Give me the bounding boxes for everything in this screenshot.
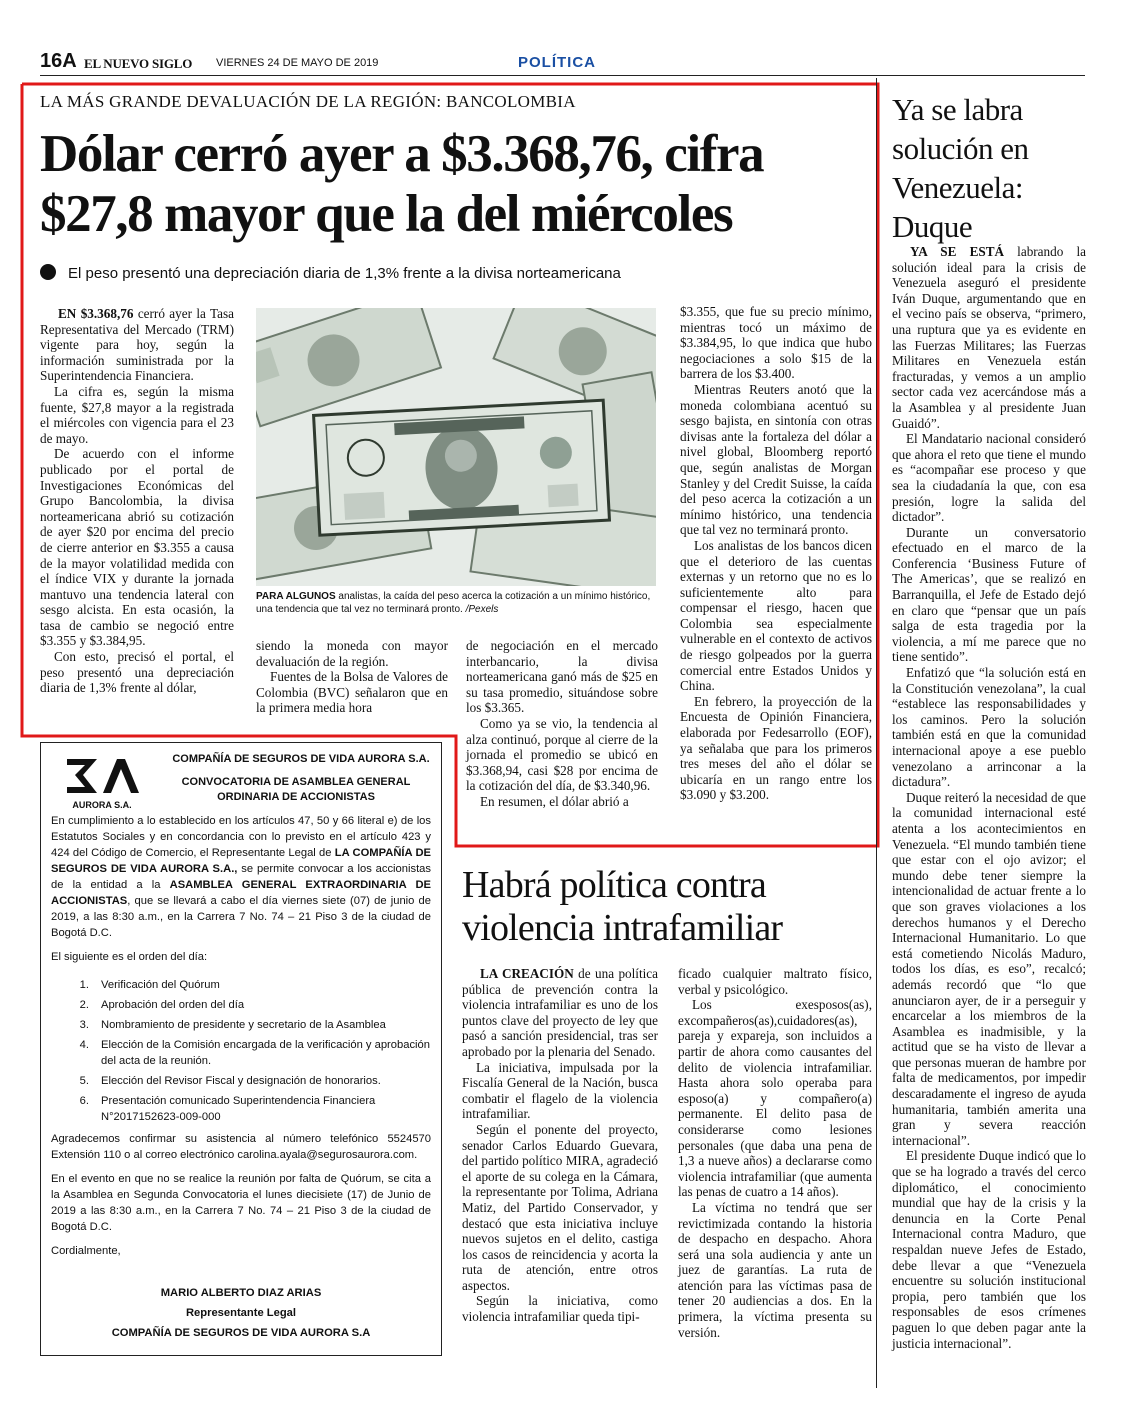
ad-company: COMPAÑÍA DE SEGUROS DE VIDA AURORA S.A. bbox=[172, 753, 430, 765]
paragraph: ficado cualquier maltrato físico, verbal y psicológico. bbox=[678, 966, 872, 997]
paragraph: Según la iniciativa, como violencia intrafamiliar queda tipi- bbox=[462, 1293, 658, 1325]
paragraph: Cordialmente, bbox=[51, 1245, 121, 1257]
page-number: 16A bbox=[40, 50, 77, 72]
agenda-item-number: 5. bbox=[79, 1075, 89, 1087]
paragraph: LA CREACIÓN de una política pública de prevención contra la violencia intrafamiliar es uno de los puntos clave del proyecto de ley que pasó a sanción presidencial, tras ser aprobado por la plenaria del Senado. bbox=[462, 966, 658, 1059]
lead-in: YA SE ESTÁ bbox=[910, 244, 1005, 259]
aurora-logo bbox=[57, 753, 147, 813]
ad-signature bbox=[51, 1283, 431, 1343]
agenda-list bbox=[51, 977, 431, 1129]
signer-name: MARIO ALBERTO DIAZ ARIAS bbox=[160, 1287, 322, 1299]
agenda-item bbox=[51, 1037, 431, 1069]
lead-in: LA CREACIÓN bbox=[480, 966, 574, 981]
second-article-column-2 bbox=[678, 966, 872, 1340]
agenda-item-number: 1. bbox=[79, 979, 89, 991]
paragraph: Con esto, precisó el portal, el peso presentó una depreciación diaria de 1,3% frente al dólar, bbox=[40, 649, 234, 696]
signer-company: COMPAÑÍA DE SEGUROS DE VIDA AURORA S.A bbox=[111, 1327, 371, 1339]
paragraph: Fuentes de la Bolsa de Valores de Colombia (BVC) señalaron que en la primera media hora bbox=[256, 669, 448, 716]
paragraph: La iniciativa, impulsada por la Fiscalía General de la Nación, busca combatir el flagelo de la violencia intrafamiliar. bbox=[462, 1059, 658, 1122]
paragraph: En cumplimiento a lo establecido en los artículos 47, 50 y 66 literal e) de los Estatutos Sociales y en concordancia con lo previsto en el artículo 423 y 424 del Código de Comercio, el Representante Legal de LA COMPAÑÍA DE SEGUROS DE VIDA AURORA S.A., se permite convocar a los accionistas de la entidad a la ASAMBLEA GENERAL EXTRAORDINARIA DE ACCIONISTAS, que se llevará a cabo el día viernes siete (07) de junio de 2019, a las 8:30 a.m., en la Carrera 7 No. 74 – 21 Piso 3 de la ciudad de Bogotá D.C. bbox=[51, 815, 432, 939]
agenda-item bbox=[51, 977, 431, 993]
paragraph: Duque reiteró la necesidad de que la comunidad internacional esté atenta a los acontecimientos en Venezuela. “El mundo también tiene que estar con el ojo avizor; el mundo debe tener siempre la intencionalidad de actuar frente a lo que son graves violaciones a los derechos humanos y el Derecho Internacional Humanitario. Lo que está cometiendo Nicolás Maduro, todos los días, es eso”, recalcó; además recordó que “lo que anunciaron ayer, de ir a perseguir y encarcelar a los miembros de la Asamblea es inadmisible, y la actitud que se ha visto de llevar a que personas mueran de hambre por falta de medicamentos, por impedir descaradamente el ingreso de ayuda humanitaria, también amerita una gran y severa reacción internacional”. bbox=[892, 789, 1086, 1148]
paragraph: En resumen, el dólar abrió a bbox=[480, 793, 629, 809]
paragraph: Los exesposos(as), excompañeros(as),cuidadores(as), pareja y expareja, son incluidos a partir de ahora como causantes del delito de violencia intrafamiliar. Hasta ahora solo operaba para esposo(a) y compañero(a) permanente. El delito pasa de considerarse como lesiones personales (que daba una pena de 1,3 a nueve años) a declararse como violencia intrafamiliar (que aumenta las penas de cuatro a 14 años). bbox=[678, 997, 872, 1200]
ad-title bbox=[161, 775, 431, 805]
signer-role: Representante Legal bbox=[185, 1307, 297, 1319]
logo-text: AURORA S.A. bbox=[72, 800, 132, 810]
issue-date: VIERNES 24 DE MAYO DE 2019 bbox=[216, 57, 379, 69]
paragraph: La víctima no tendrá que ser revictimizada contando la historia de despacho en despacho. Ahora será una sola audiencia y ante un juez de garantías. La ruta de atención para las víctimas pasa de tener 20 audiencias a dos. En la primera, la víctima presenta su versión. bbox=[678, 1199, 872, 1340]
paragraph: siendo la moneda con mayor devaluación de la región. bbox=[256, 638, 448, 669]
agenda-item-number: 4. bbox=[79, 1039, 89, 1051]
ad-title-line: ORDINARIA DE ACCIONISTAS bbox=[217, 791, 375, 803]
paragraph: $3.355, que fue su precio mínimo, mientras tocó un máximo de $3.384,95, lo que indica que hubo negociaciones a solo $15 de la barrera de los $3.400. bbox=[680, 304, 872, 382]
agenda-item bbox=[51, 997, 431, 1013]
article-headline: Dólar cerró ayer a $3.368,76, cifra $27,8 mayor que la del miércoles bbox=[40, 125, 764, 243]
agenda-item-number: 2. bbox=[79, 999, 89, 1011]
lead-in: EN $3.368,76 bbox=[58, 306, 134, 321]
column-divider bbox=[876, 78, 877, 1388]
article-kicker: LA MÁS GRANDE DEVALUACIÓN DE LA REGIÓN: BANCOLOMBIA bbox=[40, 92, 576, 111]
agenda-item-text: Elección de la Comisión encargada de la verificación y aprobación del acta de la reunión. bbox=[101, 1039, 430, 1067]
second-article-column-1 bbox=[462, 966, 658, 1325]
paragraph: Durante un conversatorio efectuado en el marco de la Conferencia ‘Business Future of The Americas’, que se realizó en Barranquilla, el Jefe de Estado dejó en claro que “pensar que un país salga de esta tragedia por la violencia, a mí me parece que no tiene sentido”. bbox=[892, 524, 1086, 665]
ad-body bbox=[51, 813, 431, 973]
subhead-text: El peso presentó una depreciación diaria de 1,3% frente a la divisa norteamericana bbox=[68, 265, 621, 282]
paragraph: YA SE ESTÁ labrando la solución ideal para la crisis de Venezuela aseguró el presidente Iván Duque, argumentando que en el vecino país se observa, “primero, una ruptura que ya es evidente en las Fuerzas Militares; las Fuerzas Militares en Venezuela están fracturadas, y vemos a un amplio sector cada vez acercándose más a la Asamblea y al presidente Juan Guaidó”. bbox=[892, 244, 1086, 431]
paragraph: En el evento en que no se realice la reunión por falta de Quórum, se cita a la Asamblea en Segunda Convocatoria el lunes diecisiete (17) de Junio de 2019 a las 8:30 a.m., en la Carrera 7 No. 74 – 21 Piso 3 de la ciudad de Bogotá D.C. bbox=[51, 1173, 431, 1233]
paragraph: El presidente Duque indicó que lo que se ha logrado a través del cerco diplomático, el conocimiento mundial que hay de la crisis y la denuncia en la Corte Penal Internacional contra Maduro, que respaldan nueve Jefes de Estado, debe llevar a que “Venezuela encuentre su solución institucional propia, pero también que los responsables de esos crímenes paguen lo que deben pagar ante la justicia internacional”. bbox=[892, 1148, 1086, 1351]
agenda-item-number: 3. bbox=[79, 1019, 89, 1031]
newspaper-name: EL NUEVO SIGLO bbox=[84, 56, 193, 71]
paragraph: Los analistas de los bancos dicen que el deterioro de las cuentas externas y un retorno que no es lo suficientemente alto para compensar el riesgo, hacen que Colombia sea especialmente vulnerable en el contexto de activos de riesgo golpeados por la guerra comercial entre Estados Unidos y China. bbox=[680, 537, 872, 694]
paragraph: Enfatizó que “la solución está en la Constitución venezolana”, la cual “establece las responsabilidades y los caminos. Pero la solución también está en que la comunidad internacional apoye a ese pueblo venezolano a arrinconar a la dictadura”. bbox=[892, 665, 1086, 790]
paragraph: Según el ponente del proyecto, senador Carlos Eduardo Guevara, del partido político MIRA, agradeció el aporte de su colega en la Cámara, la representante por Tolima, Adriana Matiz, del Partido Conservador, y destacó que esta iniciativa incluye nuevos sujetos en el delito, castiga los casos de reincidencia y acorta la ruta de atención, entre otros aspectos. bbox=[462, 1121, 658, 1293]
agenda-item-text: Aprobación del orden del día bbox=[101, 999, 245, 1011]
sidebar-headline: Ya se labra solución en Venezuela: Duque bbox=[892, 92, 1029, 244]
paragraph: EN $3.368,76 cerró ayer la Tasa Representativa del Mercado (TRM) vigente para hoy, según la información suministrada por la Superintendencia Financiera. bbox=[40, 306, 234, 384]
agenda-item bbox=[51, 1017, 431, 1033]
paragraph: Como ya se vio, la tendencia al alza continuó, porque al cierre de la jornada el promedio se ubicó en $3.368,94, casi $28 por encima de la cotización del día, de $3.340,96. bbox=[466, 715, 658, 794]
paragraph: La cifra es, según la misma fuente, $27,8 mayor a la registrada el miércoles con vigencia para el 23 de mayo. bbox=[40, 383, 234, 446]
paragraph: de negociación en el mercado interbancario, la divisa norteamericana ganó más de $25 en su tasa promedio, situándose sobre los $3.365. bbox=[466, 638, 658, 716]
sidebar-column bbox=[892, 244, 1086, 1351]
ad-footer-text bbox=[51, 1131, 431, 1267]
caption-lead: PARA ALGUNOS bbox=[256, 591, 336, 602]
shareholders-notice-ad bbox=[40, 742, 442, 1356]
paragraph: De acuerdo con el informe publicado por el portal de Investigaciones Económicas del Grupo Bancolombia, la divisa norteamericana abrió su cotización de ayer $20 por encima del precio de cierre anterior en $3.355 a causa de la mayor volatilidad medida con el índice VIX y durante la jornada mantuvo una tendencia lateral con sesgo alcista. En esta ocasión, la tasa de cambio se negoció entre $3.355 y $3.384,95. bbox=[40, 446, 234, 649]
agenda-item-number: 6. bbox=[79, 1095, 89, 1107]
photo-credit: /Pexels bbox=[462, 604, 499, 615]
order-intro: El siguiente es el orden del día: bbox=[51, 951, 208, 963]
agenda-item-text: Presentación comunicado Superintendencia Financiera N°2017152623-009-000 bbox=[101, 1095, 376, 1123]
section-name: POLÍTICA bbox=[518, 54, 596, 71]
photo-caption: PARA ALGUNOS analistas, la caída del peso acerca la cotización a un mínimo histórico, una tendencia que tal vez no terminará pronto. /Pexels bbox=[256, 591, 651, 615]
ad-title-line: CONVOCATORIA DE ASAMBLEA GENERAL bbox=[181, 776, 411, 788]
paragraph: Agradecemos confirmar su asistencia al número telefónico 5524570 Extensión 110 o al correo electrónico carolina.ayala@segurosaurora.com. bbox=[51, 1133, 431, 1161]
agenda-item-text: Nombramiento de presidente y secretario de la Asamblea bbox=[101, 1019, 386, 1031]
agenda-item bbox=[51, 1093, 431, 1125]
agenda-item-text: Verificación del Quórum bbox=[101, 979, 220, 991]
paragraph: En febrero, la proyección de la Encuesta de Opinión Financiera, elaborada por Fedesarrollo (EOF), ya señalaba que para los primeros tres meses del año el dólar se ubicaría en un rango entre los $3.090 y $3.200. bbox=[680, 693, 872, 803]
second-article-headline: Habrá política contra violencia intrafamiliar bbox=[462, 864, 783, 949]
paragraph: Mientras Reuters anotó que la moneda colombiana acentuó su sesgo bajista, en sintonía con otras divisas ante la fortaleza del dólar a nivel global, Bloomberg reportó que, según analistas de Morgan Stanley y del Credit Suisse, la caída del peso acerca la cotización a un mínimo histórico, una tendencia que tal vez no terminará pronto. bbox=[680, 381, 872, 538]
agenda-item bbox=[51, 1073, 431, 1089]
agenda-item-text: Elección del Revisor Fiscal y designación de honorarios. bbox=[101, 1075, 381, 1087]
paragraph: El Mandatario nacional consideró que ahora el reto que tiene el mundo es “acompañar ese proceso y que sea la ciudadanía la que, con esa presión, logre la salida del dictador”. bbox=[892, 431, 1086, 525]
